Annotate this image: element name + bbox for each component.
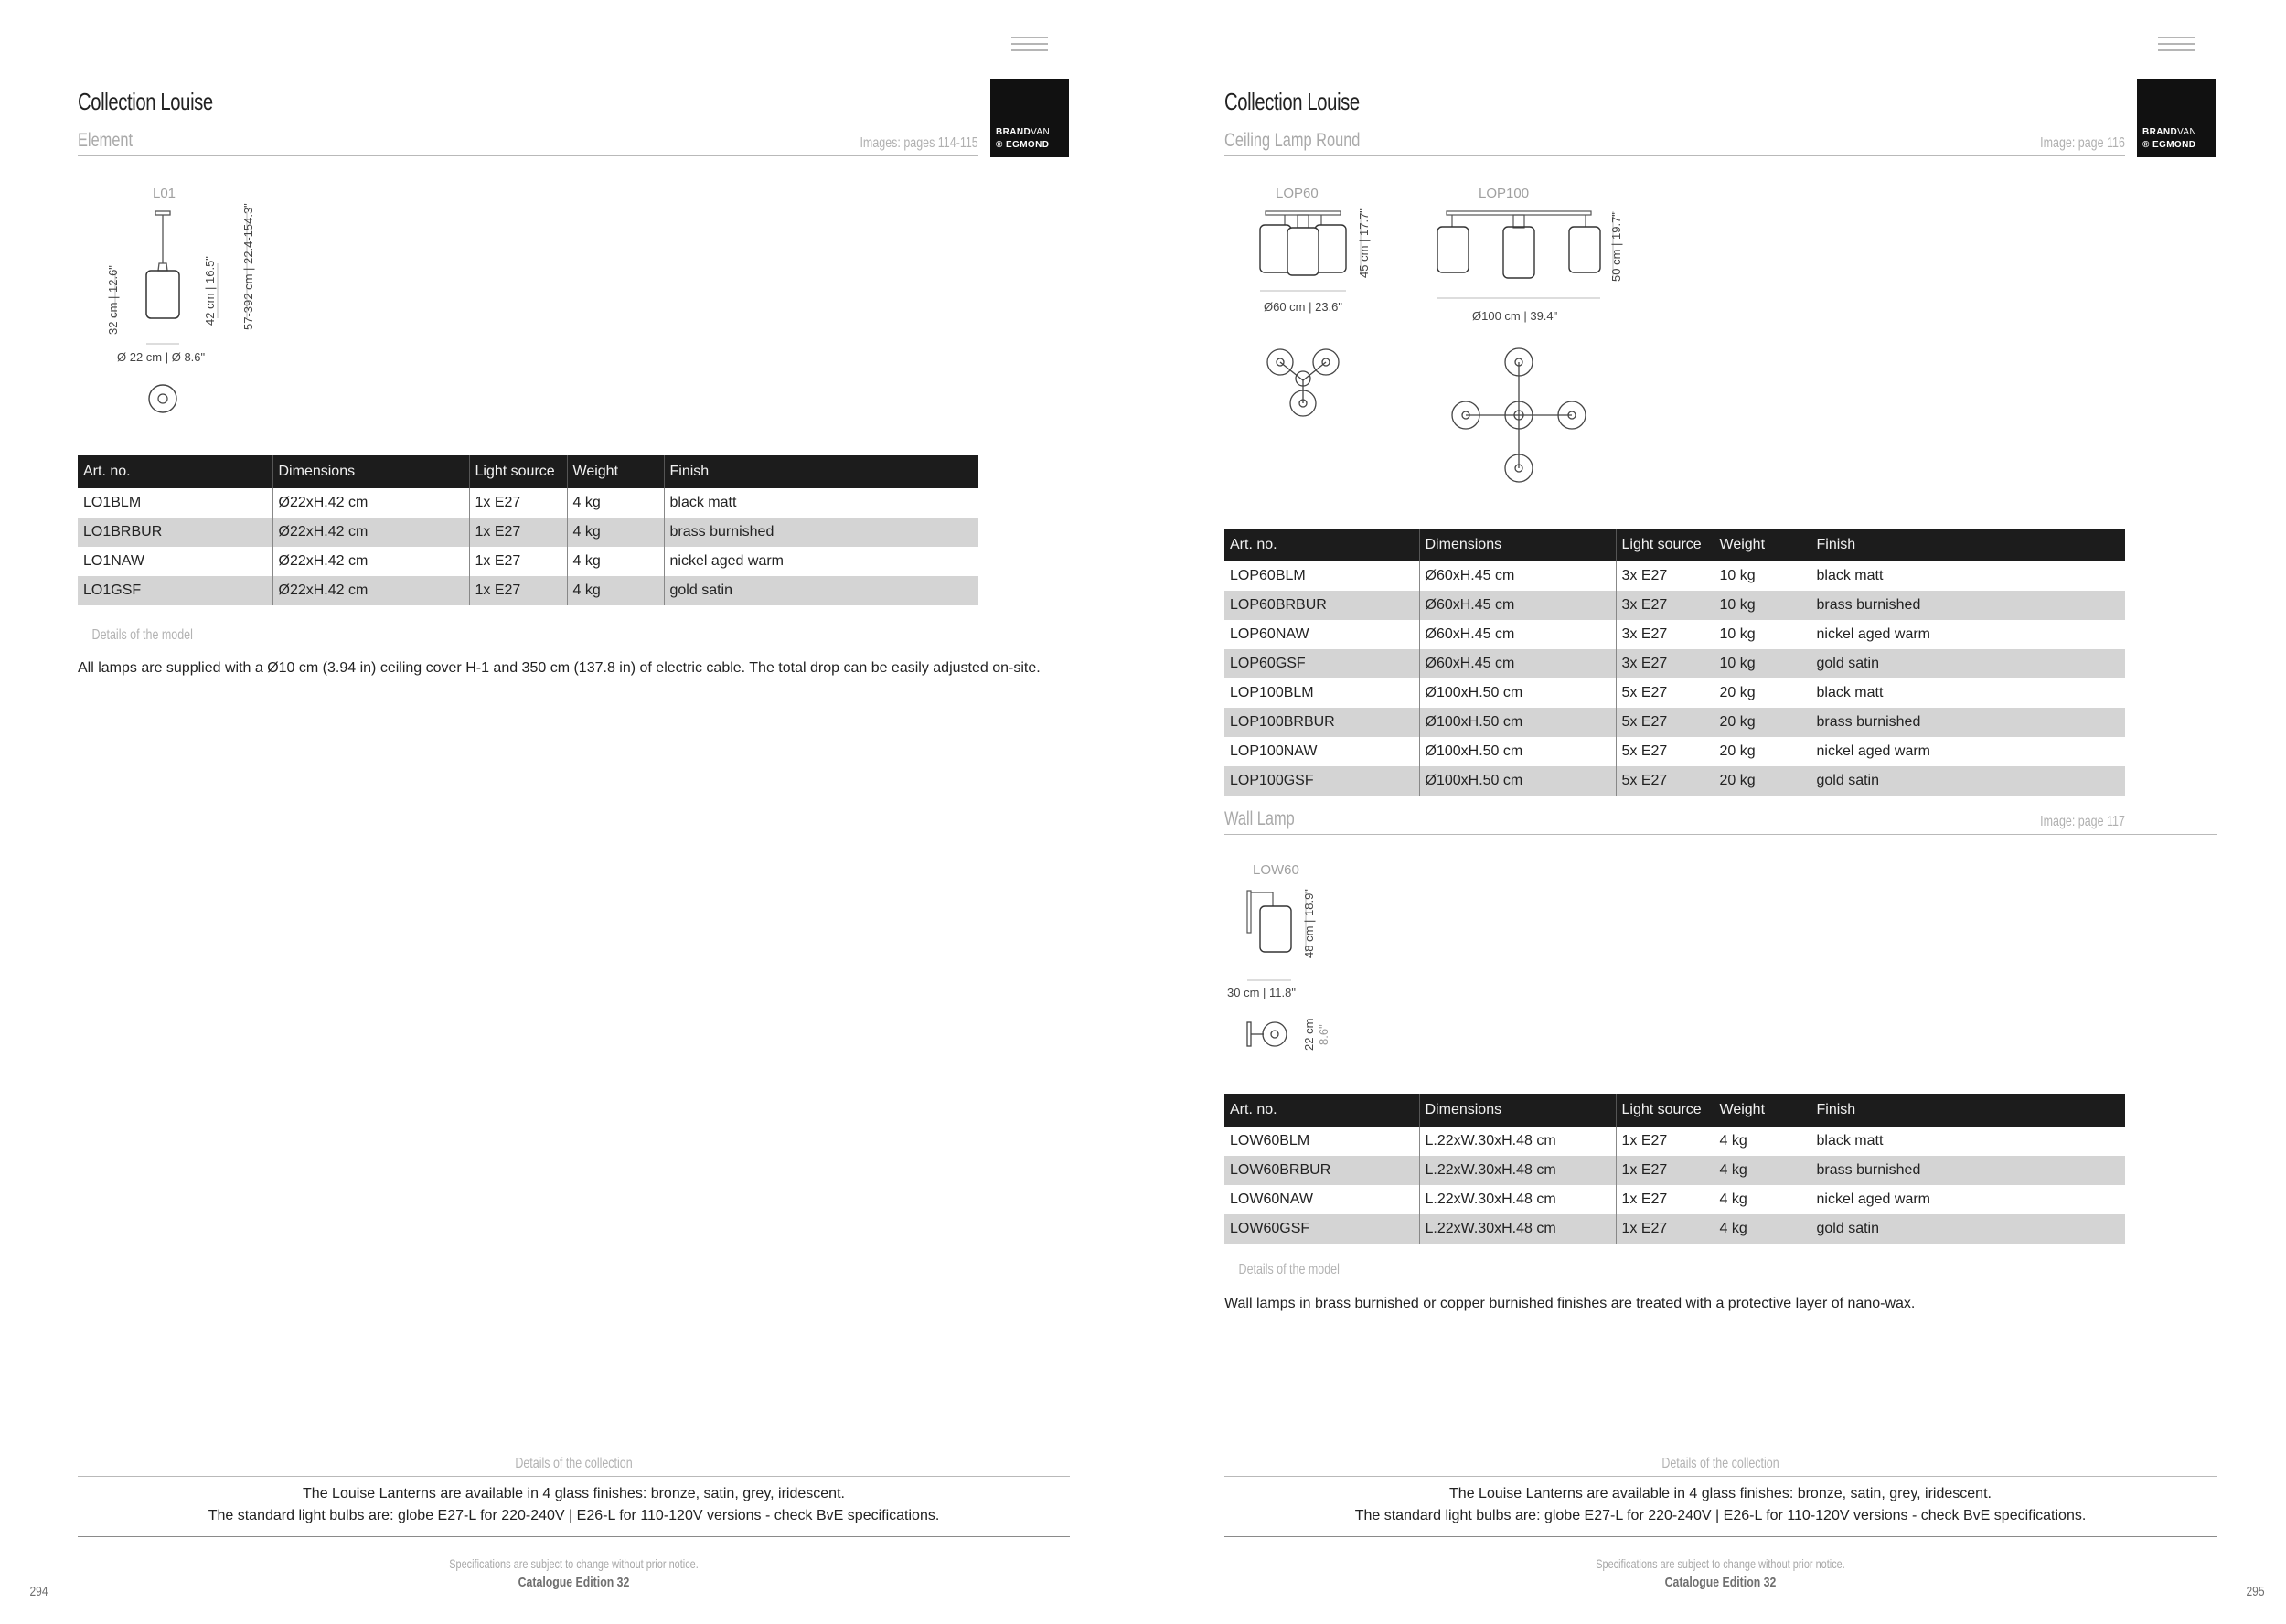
table-row: [1224, 561, 2125, 591]
table-row: [1224, 620, 2125, 649]
images-reference: Image: page 116: [2040, 135, 2125, 151]
cell-art-no: LOW60BLM: [1224, 1127, 1419, 1156]
details-model-label: Details of the model: [91, 627, 193, 643]
height-body-label: 42 cm | 16.5": [203, 256, 217, 326]
cell-finish: brass burnished: [664, 518, 978, 547]
cell-light-source: 1x E27: [469, 488, 567, 518]
table-row: [1224, 591, 2125, 620]
cell-light-source: 5x E27: [1616, 678, 1714, 708]
model-label: L01: [153, 186, 176, 201]
header-rule: [1224, 155, 2125, 156]
lantern-center: [1503, 227, 1534, 278]
cell-dimensions: L.22xW.30xH.48 cm: [1419, 1185, 1616, 1214]
specifications-notice: Specifications are subject to change without prior notice.: [449, 1556, 699, 1571]
images-reference: Images: pages 114-115: [860, 135, 978, 151]
cell-weight: 20 kg: [1714, 766, 1811, 796]
header-rule: [78, 155, 978, 156]
cell-art-no: LOP60GSF: [1224, 649, 1419, 678]
section-subtitle: Element: [78, 130, 134, 151]
column-art-no: Art. no.: [78, 455, 272, 488]
element-spec-table: [78, 455, 978, 605]
column-light-source: Light source: [469, 455, 567, 488]
lantern-left: [1260, 225, 1291, 272]
column-weight: Weight: [1714, 1094, 1811, 1127]
page-number: 295: [2246, 1584, 2265, 1599]
cell-finish: black matt: [1816, 1133, 1884, 1149]
cell-dimensions: Ø60xH.45 cm: [1419, 561, 1616, 591]
cell-weight: 4 kg: [1714, 1127, 1811, 1156]
cell-finish: nickel aged warm: [1816, 626, 1930, 642]
table-row: [1224, 1156, 2125, 1185]
cell-light-source: 1x E27: [1616, 1156, 1714, 1185]
cell-dimensions: L.22xW.30xH.48 cm: [1419, 1214, 1616, 1244]
cell-dimensions: Ø100xH.50 cm: [1419, 678, 1616, 708]
table-row: [78, 518, 978, 547]
table-row: [78, 576, 978, 605]
cell-finish: gold satin: [1811, 649, 2125, 678]
menu-icon[interactable]: [1011, 37, 1048, 57]
ceiling-lamp-spec-table: [1224, 529, 2125, 796]
cell-light-source: 1x E27: [1616, 1185, 1714, 1214]
table-row: [1224, 708, 2125, 737]
cell-finish: nickel aged warm: [669, 553, 784, 569]
collection-finishes-text: The Louise Lanterns are available in 4 glass finishes: bronze, satin, grey, iridescent.: [1449, 1486, 1992, 1501]
cell-dimensions: Ø100xH.50 cm: [1419, 766, 1616, 796]
collection-finishes-text: The Louise Lanterns are available in 4 glass finishes: bronze, satin, grey, iridescent.: [303, 1486, 845, 1501]
cell-light-source: 5x E27: [1616, 766, 1714, 796]
column-weight: Weight: [1714, 529, 1811, 561]
lantern-center: [1287, 228, 1319, 275]
model-a-label: LOP60: [1276, 186, 1319, 201]
cell-light-source: 3x E27: [1616, 561, 1714, 591]
cell-art-no: LOP100BLM: [1224, 678, 1419, 708]
column-light-source: Light source: [1616, 1094, 1714, 1127]
cell-light-source: 1x E27: [1616, 1214, 1714, 1244]
cell-dimensions: Ø100xH.50 cm: [1419, 737, 1616, 766]
cell-light-source: 1x E27: [469, 576, 567, 605]
footer-rule-top: [78, 1476, 1070, 1477]
table-row: [1224, 737, 2125, 766]
cell-art-no: LOW60NAW: [1224, 1185, 1419, 1214]
collection-bulbs-text: The standard light bulbs are: globe E27-L for 220-240V | E26-L for 110-120V versions - check BvE specifications.: [1354, 1508, 2087, 1523]
lantern-right: [1569, 227, 1600, 272]
column-finish: Finish: [1811, 529, 2125, 561]
cell-light-source: 1x E27: [1616, 1127, 1714, 1156]
brand-logo: BRANDVAN ® EGMOND: [2137, 79, 2216, 157]
column-weight: Weight: [567, 455, 664, 488]
cell-weight: 20 kg: [1714, 678, 1811, 708]
cell-weight: 4 kg: [1714, 1156, 1811, 1185]
cell-weight: 10 kg: [1714, 591, 1811, 620]
section-subtitle: Ceiling Lamp Round: [1224, 130, 1361, 151]
specifications-notice: Specifications are subject to change without prior notice.: [1596, 1556, 1845, 1571]
table-header-row: [78, 455, 978, 488]
cell-finish: brass burnished: [1811, 708, 2125, 737]
wall-height-label: 48 cm | 18.9": [1302, 889, 1316, 958]
diameter-label: Ø 22 cm | Ø 8.6": [117, 350, 206, 364]
cell-finish: gold satin: [1811, 766, 2125, 796]
height-lamp-label: 32 cm | 12.6": [106, 265, 120, 335]
cell-art-no: LO1NAW: [78, 547, 272, 576]
column-finish: Finish: [1811, 1094, 2125, 1127]
wall-section-rule: [1224, 834, 2217, 835]
model-b-label: LOP100: [1479, 186, 1530, 201]
wall-lamp-drawing: [1227, 856, 1417, 1057]
cell-weight: 4 kg: [1714, 1185, 1811, 1214]
cell-finish: gold satin: [1811, 1214, 2125, 1244]
cell-finish: black matt: [1816, 568, 1884, 583]
details-model-label: Details of the model: [1238, 1262, 1340, 1277]
column-dimensions: Dimensions: [1419, 1094, 1616, 1127]
details-model-text: Wall lamps in brass burnished or copper burnished finishes are treated with a protective layer of nano-wax.: [1224, 1296, 1916, 1311]
cell-art-no: LOW60BRBUR: [1224, 1156, 1419, 1185]
cell-dimensions: Ø22xH.42 cm: [272, 518, 469, 547]
cell-weight: 4 kg: [567, 547, 664, 576]
brand-logo: BRANDVAN ® EGMOND: [990, 79, 1069, 157]
column-dimensions: Dimensions: [1419, 529, 1616, 561]
ceiling-lamp-drawing: [1244, 179, 1719, 490]
cell-weight: 10 kg: [1714, 620, 1811, 649]
lantern-right: [1315, 225, 1346, 272]
pendant-lamp-drawing: [91, 179, 293, 426]
details-model-text: All lamps are supplied with a Ø10 cm (3.94 in) ceiling cover H-1 and 350 cm (137.8 in) of electric cable. The total drop can be easily adjusted on-site.: [78, 660, 1041, 676]
model-a-top-view: [1267, 349, 1339, 416]
cell-dimensions: Ø60xH.45 cm: [1419, 591, 1616, 620]
cell-art-no: LOP100NAW: [1224, 737, 1419, 766]
cell-weight: 10 kg: [1714, 649, 1811, 678]
table-row: [1224, 649, 2125, 678]
right-page: [1143, 0, 2286, 1624]
catalogue-edition: Catalogue Edition 32: [518, 1575, 630, 1590]
cell-light-source: 1x E27: [469, 518, 567, 547]
cell-weight: 4 kg: [567, 518, 664, 547]
cell-weight: 10 kg: [1714, 561, 1811, 591]
cell-weight: 20 kg: [1714, 708, 1811, 737]
wall-lantern: [1260, 906, 1291, 952]
wall-lamp-subtitle: Wall Lamp: [1224, 808, 1295, 829]
cell-weight: 4 kg: [1714, 1214, 1811, 1244]
page-number: 294: [29, 1584, 48, 1599]
details-collection-label: Details of the collection: [1661, 1456, 1779, 1471]
cell-dimensions: L.22xW.30xH.48 cm: [1419, 1156, 1616, 1185]
wall-lamp-top-view: [1247, 1022, 1287, 1046]
table-header-row: [1224, 529, 2125, 561]
table-row: [1224, 1127, 2125, 1156]
details-collection-label: Details of the collection: [515, 1456, 633, 1471]
wall-lamp-spec-table: [1224, 1094, 2125, 1244]
model-a-diameter-label: Ø60 cm | 23.6": [1264, 300, 1343, 314]
wall-depth-cm-label: 22 cm: [1302, 1018, 1316, 1051]
cell-weight: 4 kg: [567, 576, 664, 605]
cell-art-no: LO1BRBUR: [78, 518, 272, 547]
cell-light-source: 3x E27: [1616, 620, 1714, 649]
table-row: [1224, 1214, 2125, 1244]
cell-finish: black matt: [669, 495, 737, 510]
cell-finish: gold satin: [664, 576, 978, 605]
cell-art-no: LOP100GSF: [1224, 766, 1419, 796]
cell-art-no: LOP60NAW: [1224, 620, 1419, 649]
lamp-top-view: [149, 385, 176, 412]
wall-width-label: 30 cm | 11.8": [1227, 986, 1296, 999]
table-row: [1224, 766, 2125, 796]
lantern-body: [146, 271, 179, 318]
cell-dimensions: Ø22xH.42 cm: [272, 547, 469, 576]
wall-depth-in-label: 8.6": [1317, 1024, 1330, 1045]
cell-art-no: LOP60BLM: [1224, 561, 1419, 591]
table-header-row: [1224, 1094, 2125, 1127]
lantern-left: [1437, 227, 1469, 272]
column-art-no: Art. no.: [1224, 529, 1419, 561]
cell-light-source: 1x E27: [469, 547, 567, 576]
wall-plate: [1247, 891, 1251, 933]
column-finish: Finish: [664, 455, 978, 488]
model-b-top-view: [1452, 348, 1586, 482]
column-light-source: Light source: [1616, 529, 1714, 561]
height-drop-label: 57-392 cm | 22.4-154.3": [241, 203, 255, 330]
table-row: [1224, 678, 2125, 708]
cell-dimensions: Ø60xH.45 cm: [1419, 649, 1616, 678]
footer-rule-bottom: [78, 1536, 1070, 1537]
collection-title: Collection Louise: [78, 88, 213, 115]
menu-icon[interactable]: [2158, 37, 2195, 57]
catalogue-edition: Catalogue Edition 32: [1664, 1575, 1777, 1590]
cell-finish: brass burnished: [1811, 1156, 2125, 1185]
cell-light-source: 5x E27: [1616, 737, 1714, 766]
cell-art-no: LO1BLM: [78, 488, 272, 518]
cell-weight: 20 kg: [1714, 737, 1811, 766]
cell-weight: 4 kg: [567, 488, 664, 518]
cell-art-no: LOP100BRBUR: [1224, 708, 1419, 737]
footer-rule-top: [1224, 1476, 2217, 1477]
cell-light-source: 3x E27: [1616, 649, 1714, 678]
model-b-height-label: 50 cm | 19.7": [1609, 212, 1623, 282]
table-row: [1224, 1185, 2125, 1214]
cell-finish: nickel aged warm: [1816, 743, 1930, 759]
table-row: [78, 547, 978, 576]
cell-finish: black matt: [1816, 685, 1884, 700]
cell-light-source: 5x E27: [1616, 708, 1714, 737]
wall-images-reference: Image: page 117: [2040, 814, 2125, 829]
cell-dimensions: Ø60xH.45 cm: [1419, 620, 1616, 649]
table-row: [78, 488, 978, 518]
collection-title: Collection Louise: [1224, 88, 1360, 115]
column-art-no: Art. no.: [1224, 1094, 1419, 1127]
cell-finish: nickel aged warm: [1816, 1191, 1930, 1207]
cell-art-no: LOP60BRBUR: [1224, 591, 1419, 620]
cell-dimensions: Ø22xH.42 cm: [272, 488, 469, 518]
footer-rule-bottom: [1224, 1536, 2217, 1537]
model-a-height-label: 45 cm | 17.7": [1357, 208, 1371, 278]
cell-dimensions: L.22xW.30xH.48 cm: [1419, 1127, 1616, 1156]
cell-art-no: LOW60GSF: [1224, 1214, 1419, 1244]
cell-dimensions: Ø100xH.50 cm: [1419, 708, 1616, 737]
cell-dimensions: Ø22xH.42 cm: [272, 576, 469, 605]
cell-art-no: LO1GSF: [78, 576, 272, 605]
cell-light-source: 3x E27: [1616, 591, 1714, 620]
column-dimensions: Dimensions: [272, 455, 469, 488]
wall-model-label: LOW60: [1253, 862, 1299, 878]
collection-bulbs-text: The standard light bulbs are: globe E27-L for 220-240V | E26-L for 110-120V versions - check BvE specifications.: [208, 1508, 940, 1523]
model-b-diameter-label: Ø100 cm | 39.4": [1472, 309, 1558, 323]
cell-finish: brass burnished: [1811, 591, 2125, 620]
